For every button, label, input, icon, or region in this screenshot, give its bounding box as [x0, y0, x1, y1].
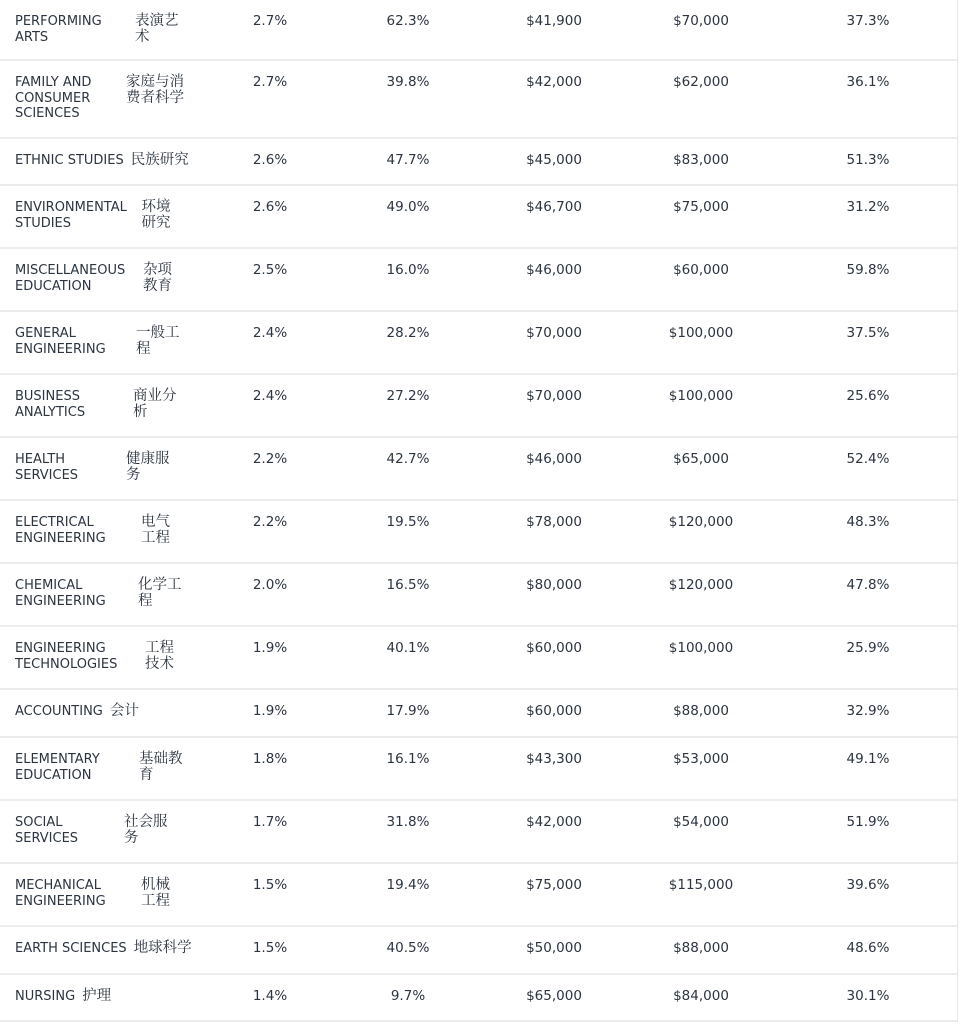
- early-salary-value: $45,000: [526, 152, 582, 168]
- mid-salary-value: $60,000: [673, 262, 729, 278]
- rate-value: 48.6%: [846, 940, 890, 956]
- major-name-en: HEALTH SERVICES: [15, 452, 79, 483]
- major-cell: [15, 200, 172, 231]
- early-salary-value: $75,000: [526, 877, 582, 893]
- share-value: 1.9%: [252, 640, 288, 656]
- table-row: [0, 864, 957, 927]
- table-row: [0, 312, 957, 375]
- major-cell: [15, 326, 184, 357]
- major-cell: [15, 263, 175, 294]
- major-name-en: ELECTRICAL ENGINEERING: [15, 515, 106, 546]
- percent-value: 27.2%: [386, 388, 430, 404]
- major-cell: [15, 941, 192, 957]
- major-name-zh: 环境研究: [141, 199, 171, 231]
- major-name-zh: 护理: [82, 988, 112, 1004]
- mid-salary-value: $120,000: [668, 514, 734, 530]
- major-name-zh: 表演艺术: [135, 13, 179, 45]
- major-cell: [15, 878, 173, 909]
- share-value: 2.7%: [252, 74, 288, 90]
- table-row: [0, 564, 957, 627]
- mid-salary-value: $100,000: [668, 325, 734, 341]
- major-cell: [15, 14, 185, 45]
- early-salary-value: $65,000: [526, 988, 582, 1004]
- early-salary-value: $70,000: [526, 325, 582, 341]
- major-name-en: BUSINESS ANALYTICS: [15, 389, 86, 420]
- major-name-en: ENGINEERING TECHNOLOGIES: [15, 641, 118, 672]
- major-name-en: ACCOUNTING: [15, 704, 103, 719]
- mid-salary-value: $100,000: [668, 388, 734, 404]
- mid-salary-value: $83,000: [673, 152, 729, 168]
- table-row: [0, 186, 957, 249]
- rate-value: 32.9%: [846, 703, 890, 719]
- major-name-en: ENVIRONMENTAL STUDIES: [15, 200, 127, 231]
- table-row: [0, 975, 957, 1022]
- rate-value: 31.2%: [846, 199, 890, 215]
- percent-value: 62.3%: [386, 13, 430, 29]
- major-cell: [15, 641, 177, 672]
- mid-salary-value: $120,000: [668, 577, 734, 593]
- rate-value: 51.9%: [846, 814, 890, 830]
- mid-salary-value: $100,000: [668, 640, 734, 656]
- percent-value: 16.5%: [386, 577, 430, 593]
- rate-value: 25.9%: [846, 640, 890, 656]
- early-salary-value: $80,000: [526, 577, 582, 593]
- major-name-zh: 社会服务: [124, 814, 168, 846]
- mid-salary-value: $53,000: [673, 751, 729, 767]
- mid-salary-value: $84,000: [673, 988, 729, 1004]
- major-name-zh: 化学工程: [138, 577, 182, 609]
- percent-value: 49.0%: [386, 199, 430, 215]
- major-cell: [15, 989, 111, 1005]
- share-value: 2.0%: [252, 577, 288, 593]
- major-name-zh: 家庭与消费者科学: [126, 74, 184, 106]
- major-name-en: NURSING: [15, 989, 76, 1004]
- mid-salary-value: $65,000: [673, 451, 729, 467]
- share-value: 1.9%: [252, 703, 288, 719]
- mid-salary-value: $88,000: [673, 940, 729, 956]
- share-value: 2.2%: [252, 451, 288, 467]
- rate-value: 25.6%: [846, 388, 890, 404]
- rate-value: 39.6%: [846, 877, 890, 893]
- rate-value: 51.3%: [846, 152, 890, 168]
- major-name-en: SOCIAL SERVICES: [15, 815, 79, 846]
- major-name-en: CHEMICAL ENGINEERING: [15, 578, 106, 609]
- early-salary-value: $78,000: [526, 514, 582, 530]
- early-salary-value: $42,000: [526, 814, 582, 830]
- share-value: 1.5%: [252, 940, 288, 956]
- table-row: [0, 0, 957, 61]
- early-salary-value: $43,300: [526, 751, 582, 767]
- share-value: 2.6%: [252, 199, 288, 215]
- percent-value: 17.9%: [386, 703, 430, 719]
- percent-value: 31.8%: [386, 814, 430, 830]
- major-name-en: MECHANICAL ENGINEERING: [15, 878, 106, 909]
- early-salary-value: $60,000: [526, 640, 582, 656]
- major-cell: [15, 578, 186, 609]
- percent-value: 9.7%: [390, 988, 426, 1004]
- major-name-en: EARTH SCIENCES: [15, 941, 127, 956]
- major-name-zh: 电气工程: [141, 514, 170, 546]
- table-row: [0, 738, 957, 801]
- share-value: 2.4%: [252, 388, 288, 404]
- major-cell: [15, 153, 189, 169]
- major-name-en: ELEMENTARY EDUCATION: [15, 752, 100, 783]
- major-cell: [15, 515, 173, 546]
- share-value: 1.5%: [252, 877, 288, 893]
- major-cell: [15, 389, 181, 420]
- rate-value: 52.4%: [846, 451, 890, 467]
- percent-value: 16.0%: [386, 262, 430, 278]
- mid-salary-value: $54,000: [673, 814, 729, 830]
- share-value: 2.7%: [252, 13, 288, 29]
- share-value: 2.6%: [252, 152, 288, 168]
- major-name-zh: 会计: [109, 703, 139, 719]
- mid-salary-value: $62,000: [673, 74, 729, 90]
- percent-value: 19.5%: [386, 514, 430, 530]
- major-name-zh: 工程技术: [145, 640, 174, 672]
- early-salary-value: $46,700: [526, 199, 582, 215]
- percent-value: 42.7%: [386, 451, 430, 467]
- early-salary-value: $60,000: [526, 703, 582, 719]
- share-value: 2.4%: [252, 325, 288, 341]
- table-row: [0, 690, 957, 738]
- rate-value: 37.3%: [846, 13, 890, 29]
- early-salary-value: $46,000: [526, 451, 582, 467]
- rate-value: 36.1%: [846, 74, 890, 90]
- major-name-en: ETHNIC STUDIES: [15, 153, 124, 168]
- major-name-en: PERFORMING ARTS: [15, 14, 102, 45]
- mid-salary-value: $70,000: [673, 13, 729, 29]
- major-cell: [15, 452, 174, 483]
- rate-value: 48.3%: [846, 514, 890, 530]
- share-value: 2.5%: [252, 262, 288, 278]
- table-row: [0, 249, 957, 312]
- table-row: [0, 927, 957, 975]
- table-row: [0, 627, 957, 690]
- major-cell: [15, 75, 190, 122]
- early-salary-value: $70,000: [526, 388, 582, 404]
- major-name-zh: 地球科学: [133, 940, 192, 956]
- percent-value: 47.7%: [386, 152, 430, 168]
- percent-value: 40.5%: [386, 940, 430, 956]
- mid-salary-value: $115,000: [668, 877, 734, 893]
- rate-value: 49.1%: [846, 751, 890, 767]
- early-salary-value: $46,000: [526, 262, 582, 278]
- percent-value: 40.1%: [386, 640, 430, 656]
- percent-value: 39.8%: [386, 74, 430, 90]
- rate-value: 47.8%: [846, 577, 890, 593]
- major-name-en: MISCELLANEOUS EDUCATION: [15, 263, 126, 294]
- rate-value: 37.5%: [846, 325, 890, 341]
- major-name-zh: 杂项教育: [143, 262, 172, 294]
- mid-salary-value: $75,000: [673, 199, 729, 215]
- table-row: [0, 61, 957, 139]
- major-name-zh: 一般工程: [136, 325, 180, 357]
- major-name-zh: 机械工程: [141, 877, 170, 909]
- table-row: [0, 501, 957, 564]
- major-name-zh: 健康服务: [126, 451, 170, 483]
- rate-value: 30.1%: [846, 988, 890, 1004]
- major-name-zh: 基础教育: [139, 751, 183, 783]
- table-row: [0, 801, 957, 864]
- major-cell: [15, 752, 187, 783]
- share-value: 1.4%: [252, 988, 288, 1004]
- table-row: [0, 139, 957, 186]
- rate-value: 59.8%: [846, 262, 890, 278]
- mid-salary-value: $88,000: [673, 703, 729, 719]
- major-cell: [15, 815, 172, 846]
- percent-value: 19.4%: [386, 877, 430, 893]
- major-name-en: GENERAL ENGINEERING: [15, 326, 106, 357]
- percent-value: 28.2%: [386, 325, 430, 341]
- early-salary-value: $41,900: [526, 13, 582, 29]
- major-name-zh: 民族研究: [130, 152, 189, 168]
- share-value: 2.2%: [252, 514, 288, 530]
- share-value: 1.7%: [252, 814, 288, 830]
- major-name-zh: 商业分析: [133, 388, 177, 420]
- early-salary-value: $50,000: [526, 940, 582, 956]
- table-row: [0, 438, 957, 501]
- percent-value: 16.1%: [386, 751, 430, 767]
- early-salary-value: $42,000: [526, 74, 582, 90]
- major-name-en: FAMILY AND CONSUMER SCIENCES: [15, 75, 92, 121]
- major-cell: [15, 704, 139, 720]
- table-row: [0, 375, 957, 438]
- share-value: 1.8%: [252, 751, 288, 767]
